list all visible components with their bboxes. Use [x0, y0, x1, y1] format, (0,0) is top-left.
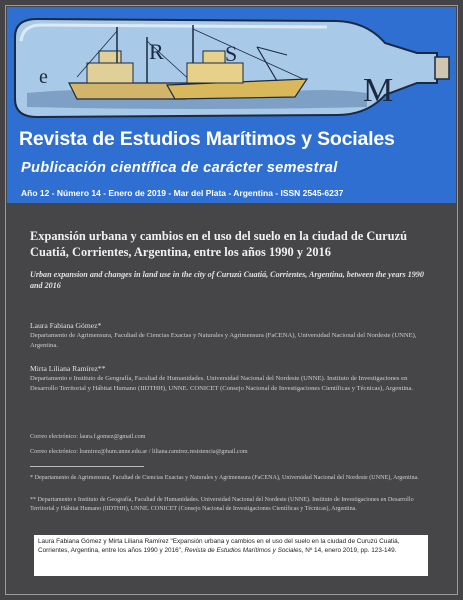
author-affiliation: Departamento e Instituto de Geografía, Facultad de Humanidades. Universidad Nacional del Nordeste (UNNE). Instituto de Investigaciones en Desarrollo Territorial y Hábitat Humano (IIDTHH), UNNE. CONICET (Consejo Nacional de Investigaciones Científicas y Técnicas), Argentina. [30, 375, 414, 392]
citation-box [34, 535, 428, 576]
logo-letter-e: e [39, 66, 48, 88]
author-name: Laura Fabiana Gómez* [30, 321, 102, 330]
author-name: Mirta Liliana Ramírez** [30, 364, 106, 373]
footnote-2: ** Departamento e Instituto de Geografía, Facultad de Humanidades. Universidad Nacional del Nordeste (UNNE). Instituto de Investigaciones en Desarrollo Territorial y Hábitat Humano (IIDTHH), UNNE. CONICET (Consejo Nacional de Investigaciones Científicas y Técnicas), Argentina. [30, 497, 414, 512]
logo-letter-r: R [149, 39, 164, 64]
citation-journal: Revista de Estudios Marítimos y Sociales [184, 546, 302, 554]
citation-text: Laura Fabiana Gómez y Mirta Liliana Ramírez "Expansión urbana y cambios en el uso del suelo en la ciudad de Curuzú Cuatiá, Corrientes, Argentina, entre los años 1990 y 2016", [38, 538, 400, 554]
author-block-2 [30, 364, 430, 393]
email-line-1: Correo electrónico: laura.f.gomez@gmail.com [30, 433, 146, 440]
footnote-divider [30, 466, 144, 467]
journal-subtitle: Publicación científica de carácter semestral [21, 160, 338, 176]
ship-in-bottle-logo [7, 7, 456, 125]
cork-shape [435, 57, 449, 79]
citation-pages: , Nº 14, enero 2019, pp. 123-149. [301, 546, 397, 554]
issue-line: Año 12 - Número 14 - Enero de 2019 - Mar del Plata - Argentina - ISSN 2545-6237 [21, 188, 344, 198]
email-line-2: Correo electrónico: lramirez@hum.unne.edu.ar / liliana.ramirez.resistencia@gmail.com [30, 448, 248, 455]
logo-letter-m: M [363, 72, 394, 109]
article-title-english: Urban expansion and changes in land use in the city of Curuzú Cuatiá, Corrientes, Argentina, between the years 1990 and 2016 [30, 270, 424, 290]
article-title: Expansión urbana y cambios en el uso del suelo en la ciudad de Curuzú Cuatiá, Corrientes, Argentina, entre los años 1990 y 2016 [30, 229, 407, 259]
journal-title: Revista de Estudios Marítimos y Sociales [19, 128, 395, 150]
journal-banner [7, 7, 456, 203]
author-affiliation: Departamento de Agrimensura, Facultad de Ciencias Exactas y Naturales y Agrimensura (FaCENA), Universidad Nacional del Nordeste (UNNE), Argentina. [30, 332, 417, 349]
logo-letter-s: S [225, 41, 238, 66]
footnote-1: * Departamento de Agrimensura, Facultad de Ciencias Exactas y Naturales y Agrimensura (FaCENA), Universidad Nacional del Nordeste (UNNE), Argentina. [30, 475, 419, 481]
author-block-1 [30, 321, 430, 350]
